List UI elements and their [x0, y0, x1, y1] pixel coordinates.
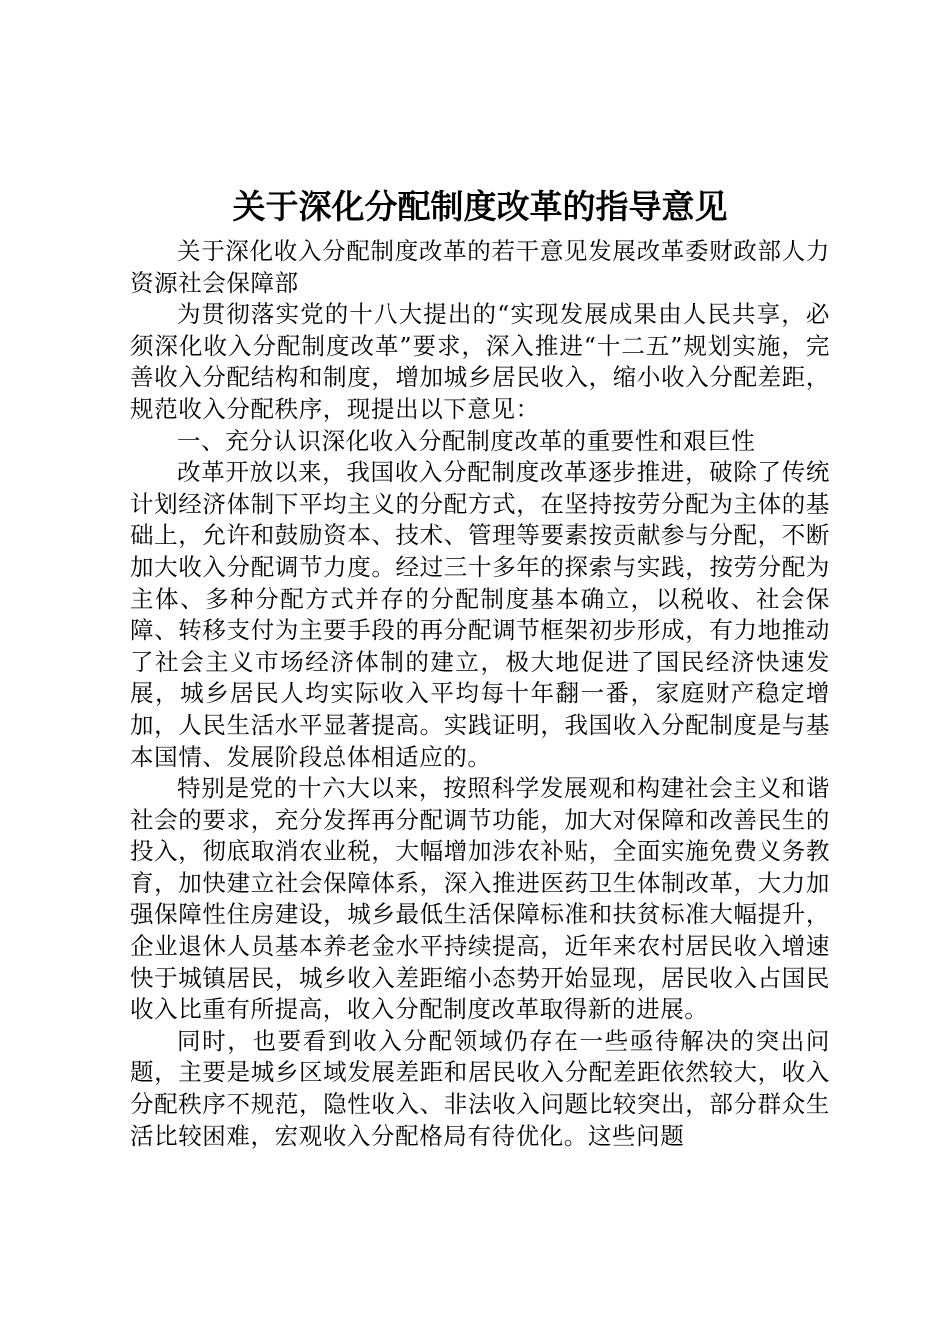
document-title: 关于深化分配制度改革的指导意见 [232, 187, 728, 226]
document-body [130, 236, 830, 1152]
paragraph-intro: 为贯彻落实党的十八大提出的“实现发展成果由人民共享，必须深化收入分配制度改革”要求，深入推进“十二五”规划实施，完善收入分配结构和制度，增加城乡居民收入，缩小收入分配差距，规范收入分配秩序，现提出以下意见： [130, 300, 830, 423]
paragraph-header-line: 关于深化收入分配制度改革的若干意见发展改革委财政部人力资源社会保障部 [130, 237, 830, 297]
section-heading: 一、充分认识深化收入分配制度改革的重要性和艰巨性 [177, 426, 756, 455]
paragraph: 特别是党的十六大以来，按照科学发展观和构建社会主义和谐社会的要求，充分发挥再分配调节功能，加大对保障和改善民生的投入，彻底取消农业税，大幅增加涉农补贴，全面实施免费义务教育，加快建立社会保障体系，深入推进医药卫生体制改革，大力加强保障性住房建设，城乡最低生活保障标准和扶贫标准大幅提升，企业退休人员基本养老金水平持续提高，近年来农村居民收入增速快于城镇居民，城乡收入差距缩小态势开始显现，居民收入占国民收入比重有所提高，收入分配制度改革取得新的进展。 [130, 774, 830, 1024]
paragraph: 同时，也要看到收入分配领域仍存在一些亟待解决的突出问题，主要是城乡区域发展差距和居民收入分配差距依然较大，收入分配秩序不规范，隐性收入、非法收入问题比较突出，部分群众生活比较困难，宏观收入分配格局有待优化。这些问题 [130, 1026, 830, 1150]
paragraph: 改革开放以来，我国收入分配制度改革逐步推进，破除了传统计划经济体制下平均主义的分配方式，在坚持按劳分配为主体的基础上，允许和鼓励资本、技术、管理等要素按贡献参与分配，不断加大收入分配调节力度。经过三十多年的探索与实践，按劳分配为主体、多种分配方式并存的分配制度基本确立，以税收、社会保障、转移支付为主要手段的再分配调节框架初步形成，有力地推动了社会主义市场经济体制的建立，极大地促进了国民经济快速发展，城乡居民人均实际收入平均每十年翻一番，家庭财产稳定增加，人民生活水平显著提高。实践证明，我国收入分配制度是与基本国情、发展阶段总体相适应的。 [130, 458, 830, 771]
